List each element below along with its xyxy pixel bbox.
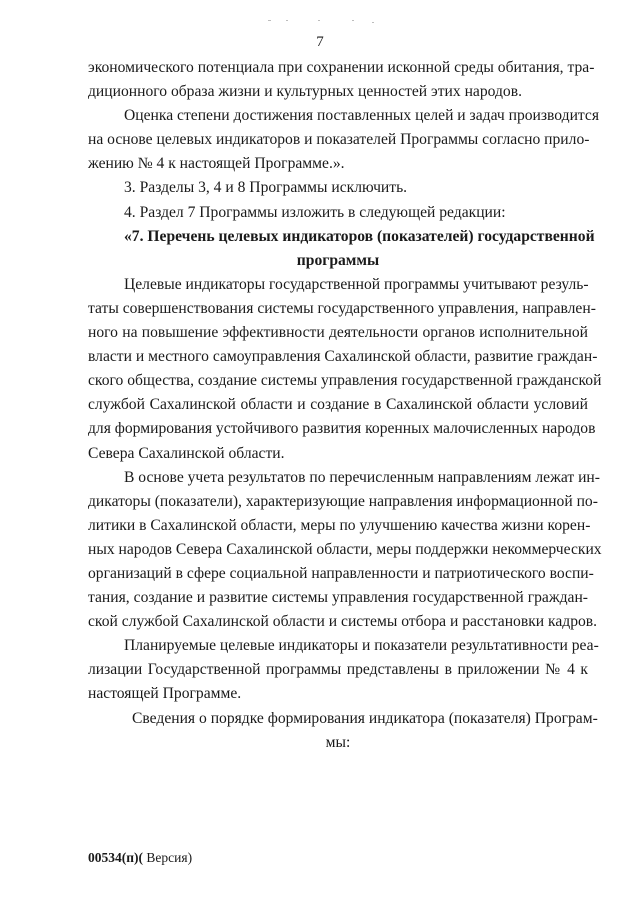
scan-artifact [372,22,374,23]
text-line: ного на повышение эффективности деятельности органов исполнительной [88,324,588,342]
text-line: Оценка степени достижения поставленных целей и задач производится [124,107,600,125]
document-footer [88,850,192,866]
text-line: 3. Разделы 3, 4 и 8 Программы исключить. [124,179,408,197]
text-line: тания, создание и развитие системы управления государственной граждан- [88,589,588,607]
text-line: мы: [325,733,351,751]
scan-artifact [268,20,271,21]
scan-artifact [352,20,354,21]
text-line: В основе учета результатов по перечисленным направлениям лежат ин- [124,468,600,486]
text-line: экономического потенциала при сохранении исконной среды обитания, тра- [88,59,595,76]
text-line: 4. Раздел 7 Программы изложить в следующей редакции: [124,203,506,221]
text-line: жению № 4 к настоящей Программе.». [88,155,345,173]
text-line: власти и местного самоуправления Сахалинской области, развитие граждан- [88,348,598,366]
text-line: для формирования устойчивого развития коренных малочисленных народов [88,420,596,438]
document-body [88,56,602,755]
text-line: настоящей Программе. [88,685,242,703]
text-line: ской службой Сахалинской области и системы отбора и расстановки кадров. [88,613,598,631]
text-line: диционного образа жизни и культурных ценностей этих народов. [88,83,522,101]
text-line: службой Сахалинской области и создание в Сахалинской области условий [88,396,588,414]
text-line: организаций в сфере социальной направленности и патриотического воспи- [88,564,594,582]
section-heading-line: программы [296,251,380,269]
text-line: лизации Государственной программы представлены в приложении № 4 к [88,661,588,679]
text-line: Севера Сахалинской области. [88,444,285,462]
text-line: Планируемые целевые индикаторы и показатели результативности реа- [124,637,599,655]
document-code: 00534(п)( [88,850,144,865]
text-line: Сведения о порядке формирования индикатора (показателя) Програм- [132,709,598,727]
section-heading-line: «7. Перечень целевых индикаторов (показателей) государственной [124,227,595,245]
text-line: Целевые индикаторы государственной программы учитывают резуль- [124,275,589,293]
scan-artifact [318,20,320,21]
text-line: ных народов Севера Сахалинской области, меры поддержки некоммерческих [88,540,602,558]
page-number: 7 [316,34,324,50]
document-version: Версия) [143,850,193,865]
scan-artifact [286,20,288,21]
text-line: ского общества, создание системы управления государственной гражданской [88,372,602,390]
text-line: дикаторы (показатели), характеризующие направления информационной по- [88,492,598,510]
text-line: литики в Сахалинской области, меры по улучшению качества жизни корен- [88,516,591,534]
text-line: на основе целевых индикаторов и показателей Программы согласно прило- [88,131,590,149]
text-line: таты совершенствования системы государственного управления, направлен- [88,299,596,317]
